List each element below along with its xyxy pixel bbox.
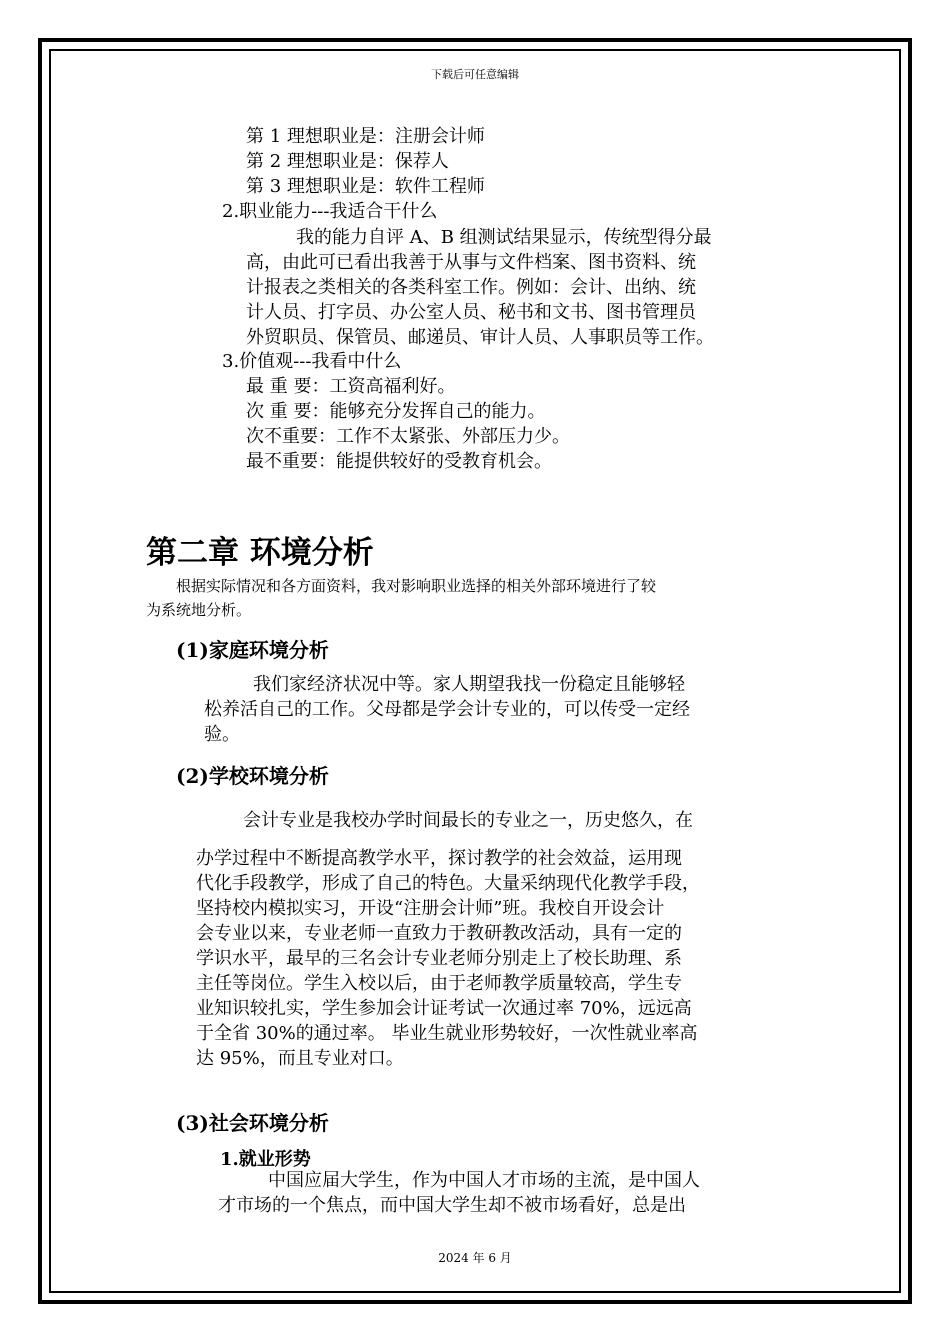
values-item: 最 重 要：工资高福利好。 — [246, 376, 456, 397]
family-line: 验。 — [204, 724, 240, 745]
school-line: 代化手段教学，形成了自己的特色。大量采纳现代化教学手段， — [196, 873, 700, 894]
society-heading: (3)社会环境分析 — [176, 1111, 329, 1135]
school-line: 业知识较扎实，学生参加会计证考试一次通过率 70%，远远高 — [196, 998, 692, 1019]
school-line: 学识水平，最早的三名会计专业老师分别走上了校长助理、系 — [196, 948, 682, 969]
ability-heading: 2.职业能力---我适合干什么 — [222, 201, 438, 222]
values-item: 次不重要：工作不太紧张、外部压力少。 — [246, 426, 570, 447]
employment-subheading: 1.就业形势 — [220, 1149, 311, 1170]
page-header: 下载后可任意编辑 — [431, 68, 519, 81]
values-item: 次 重 要：能够充分发挥自己的能力。 — [246, 401, 546, 422]
ideal-job-1: 第 1 理想职业是：注册会计师 — [246, 126, 485, 147]
school-line: 办学过程中不断提高教学水平，探讨教学的社会效益，运用现 — [196, 848, 682, 869]
ability-line: 计人员、打字员、办公室人员、秘书和文书、图书管理员 — [246, 302, 696, 323]
values-heading: 3.价值观---我看中什么 — [222, 351, 402, 372]
family-line: 松养活自己的工作。父母都是学会计专业的，可以传受一定经 — [204, 699, 690, 720]
school-heading: (2)学校环境分析 — [176, 764, 329, 788]
school-line: 主任等岗位。学生入校以后，由于老师教学质量较高，学生专 — [196, 973, 682, 994]
ability-line: 高，由此可已看出我善于从事与文件档案、图书资料、统 — [246, 252, 696, 273]
school-line: 达 95%，而且专业对口。 — [196, 1048, 404, 1069]
family-line: 我们家经济状况中等。家人期望我找一份稳定且能够轻 — [253, 674, 685, 695]
school-line: 于全省 30%的通过率。 毕业生就业形势较好，一次性就业率高 — [196, 1023, 698, 1044]
ability-line: 我的能力自评 A、B 组测试结果显示，传统型得分最 — [296, 227, 712, 248]
chapter-title: 第二章 环境分析 — [146, 535, 374, 571]
values-item: 最不重要：能提供较好的受教育机会。 — [246, 451, 552, 472]
school-first-line: 会计专业是我校办学时间最长的专业之一，历史悠久，在 — [243, 810, 693, 831]
society-line: 中国应届大学生，作为中国人才市场的主流，是中国人 — [268, 1170, 700, 1191]
chapter-intro-line: 根据实际情况和各方面资料，我对影响职业选择的相关外部环境进行了较 — [176, 577, 657, 595]
family-heading: (1)家庭环境分析 — [176, 638, 329, 662]
page-footer: 2024 年 6 月 — [438, 1251, 512, 1265]
ability-line: 外贸职员、保管员、邮递员、审计人员、人事职员等工作。 — [246, 327, 714, 348]
school-line: 坚持校内模拟实习，开设“注册会计师”班。我校自开设会计 — [196, 898, 665, 919]
society-line: 才市场的一个焦点，而中国大学生却不被市场看好，总是出 — [218, 1195, 686, 1216]
school-line: 会专业以来，专业老师一直致力于教研教改活动，具有一定的 — [196, 923, 682, 944]
chapter-intro-line: 为系统地分析。 — [146, 601, 252, 619]
ideal-job-3: 第 3 理想职业是：软件工程师 — [246, 176, 485, 197]
ability-line: 计报表之类相关的各类科室工作。例如：会计、出纳、统 — [246, 277, 696, 298]
ideal-job-2: 第 2 理想职业是：保荐人 — [246, 151, 449, 172]
